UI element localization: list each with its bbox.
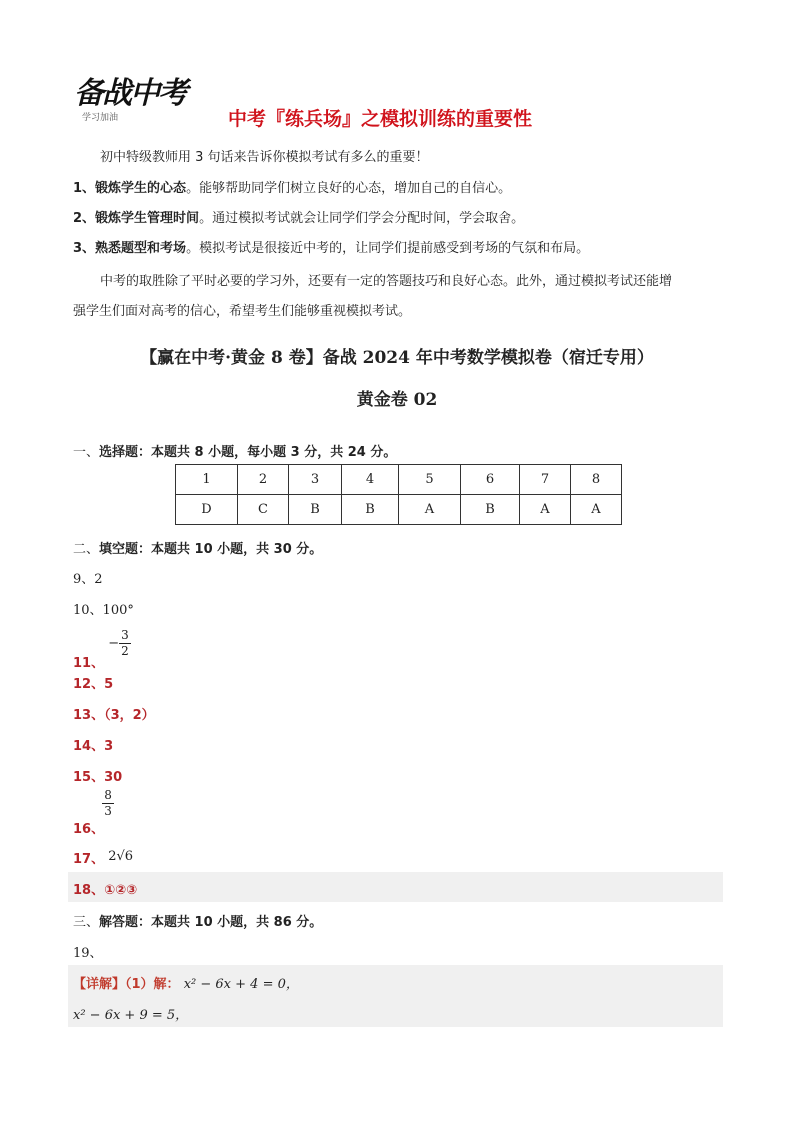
equation-2: x² − 6x + 9 = 5， xyxy=(73,1008,189,1023)
table-cell: 8 xyxy=(571,465,622,495)
table-cell: B xyxy=(289,495,342,525)
logo-subtext: 学习加油 xyxy=(82,113,119,123)
table-cell: 6 xyxy=(461,465,520,495)
table-cell: A xyxy=(399,495,461,525)
fraction: $\frac{3}{2}$ xyxy=(121,628,129,658)
section-3-heading: 三、解答题：本题共 10 小题，共 86 分。 xyxy=(73,915,323,930)
fraction: $\frac{8}{3}$ xyxy=(104,788,112,818)
point-1-body: 。能够帮助同学们树立良好的心态，增加自己的自信心。 xyxy=(186,181,512,196)
table-cell: B xyxy=(461,495,520,525)
answer-11: 11、 − $\frac{3}{2}$ xyxy=(73,628,129,671)
table-cell: 5 xyxy=(399,465,461,495)
point-1: 1、锻炼学生的心态。能够帮助同学们树立良好的心态，增加自己的自信心。 xyxy=(73,181,512,196)
answer-table-row-answers xyxy=(176,495,622,525)
section-1-heading: 一、选择题：本题共 8 小题，每小题 3 分，共 24 分。 xyxy=(73,445,397,460)
answer-table xyxy=(175,464,622,525)
detail-line-1: 【详解】（1）解： x² − 6x + 4 = 0， xyxy=(73,977,299,992)
table-cell: 3 xyxy=(289,465,342,495)
answer-15: 15、30 xyxy=(73,770,123,785)
closing-line-1: 中考的取胜除了平时必要的学习外，还要有一定的答题技巧和良好心态。此外，通过模拟考试还能增 xyxy=(100,274,673,289)
answer-18-highlight xyxy=(68,872,723,902)
equation-1: x² − 6x + 4 = 0， xyxy=(183,977,299,992)
detail-line-2 xyxy=(73,1004,188,1023)
point-1-head: 锻炼学生的心态 xyxy=(95,181,187,196)
answer-17: 17、 2√6 xyxy=(73,849,134,867)
answer-12: 12、5 xyxy=(73,677,114,692)
point-2: 2、锻炼学生管理时间。通过模拟考试就会让同学们学会分配时间，学会取舍。 xyxy=(73,211,525,226)
section-2-heading: 二、填空题：本题共 10 小题，共 30 分。 xyxy=(73,542,323,557)
answer-14: 14、3 xyxy=(73,739,114,754)
intro-text: 初中特级教师用 3 句话来告诉你模拟考试有多么的重要！ xyxy=(100,150,429,165)
answer-table-row-numbers xyxy=(176,465,622,495)
page-headline: 中考『练兵场』之模拟训练的重要性 xyxy=(228,108,533,130)
table-cell: B xyxy=(342,495,399,525)
answer-9: 9、2 xyxy=(73,572,103,587)
closing-line-2: 强学生们面对高考的信心，希望考生们能够重视模拟考试。 xyxy=(73,304,412,319)
question-19: 19、 xyxy=(73,946,103,961)
table-cell: 7 xyxy=(520,465,571,495)
brand-logo xyxy=(64,66,224,128)
point-3: 3、熟悉题型和考场。模拟考试是很接近中考的，让同学们提前感受到考场的气氛和布局。 xyxy=(73,241,590,256)
logo-text: 备战中考 xyxy=(74,76,186,111)
table-cell: 4 xyxy=(342,465,399,495)
answer-16: 16、 $\frac{8}{3}$ xyxy=(73,788,112,837)
point-3-body: 。模拟考试是很接近中考的，让同学们提前感受到考场的气氛和布局。 xyxy=(186,241,590,256)
exam-title: 【赢在中考·黄金 8 卷】备战 2024 年中考数学模拟卷（宿迁专用） xyxy=(140,348,654,368)
point-2-head: 锻炼学生管理时间 xyxy=(95,211,200,226)
table-cell: 1 xyxy=(176,465,238,495)
table-cell: C xyxy=(238,495,289,525)
table-cell: A xyxy=(520,495,571,525)
point-2-body: 。通过模拟考试就会让同学们学会分配时间，学会取舍。 xyxy=(199,211,525,226)
point-3-head: 熟悉题型和考场 xyxy=(95,241,187,256)
answer-18: 18、①②③ xyxy=(73,883,138,898)
answer-10: 10、100° xyxy=(73,603,134,618)
table-cell: 2 xyxy=(238,465,289,495)
table-cell: A xyxy=(571,495,622,525)
answer-13: 13、（3，2） xyxy=(73,708,155,723)
exam-subtitle: 黄金卷 02 xyxy=(356,390,438,410)
table-cell: D xyxy=(176,495,238,525)
